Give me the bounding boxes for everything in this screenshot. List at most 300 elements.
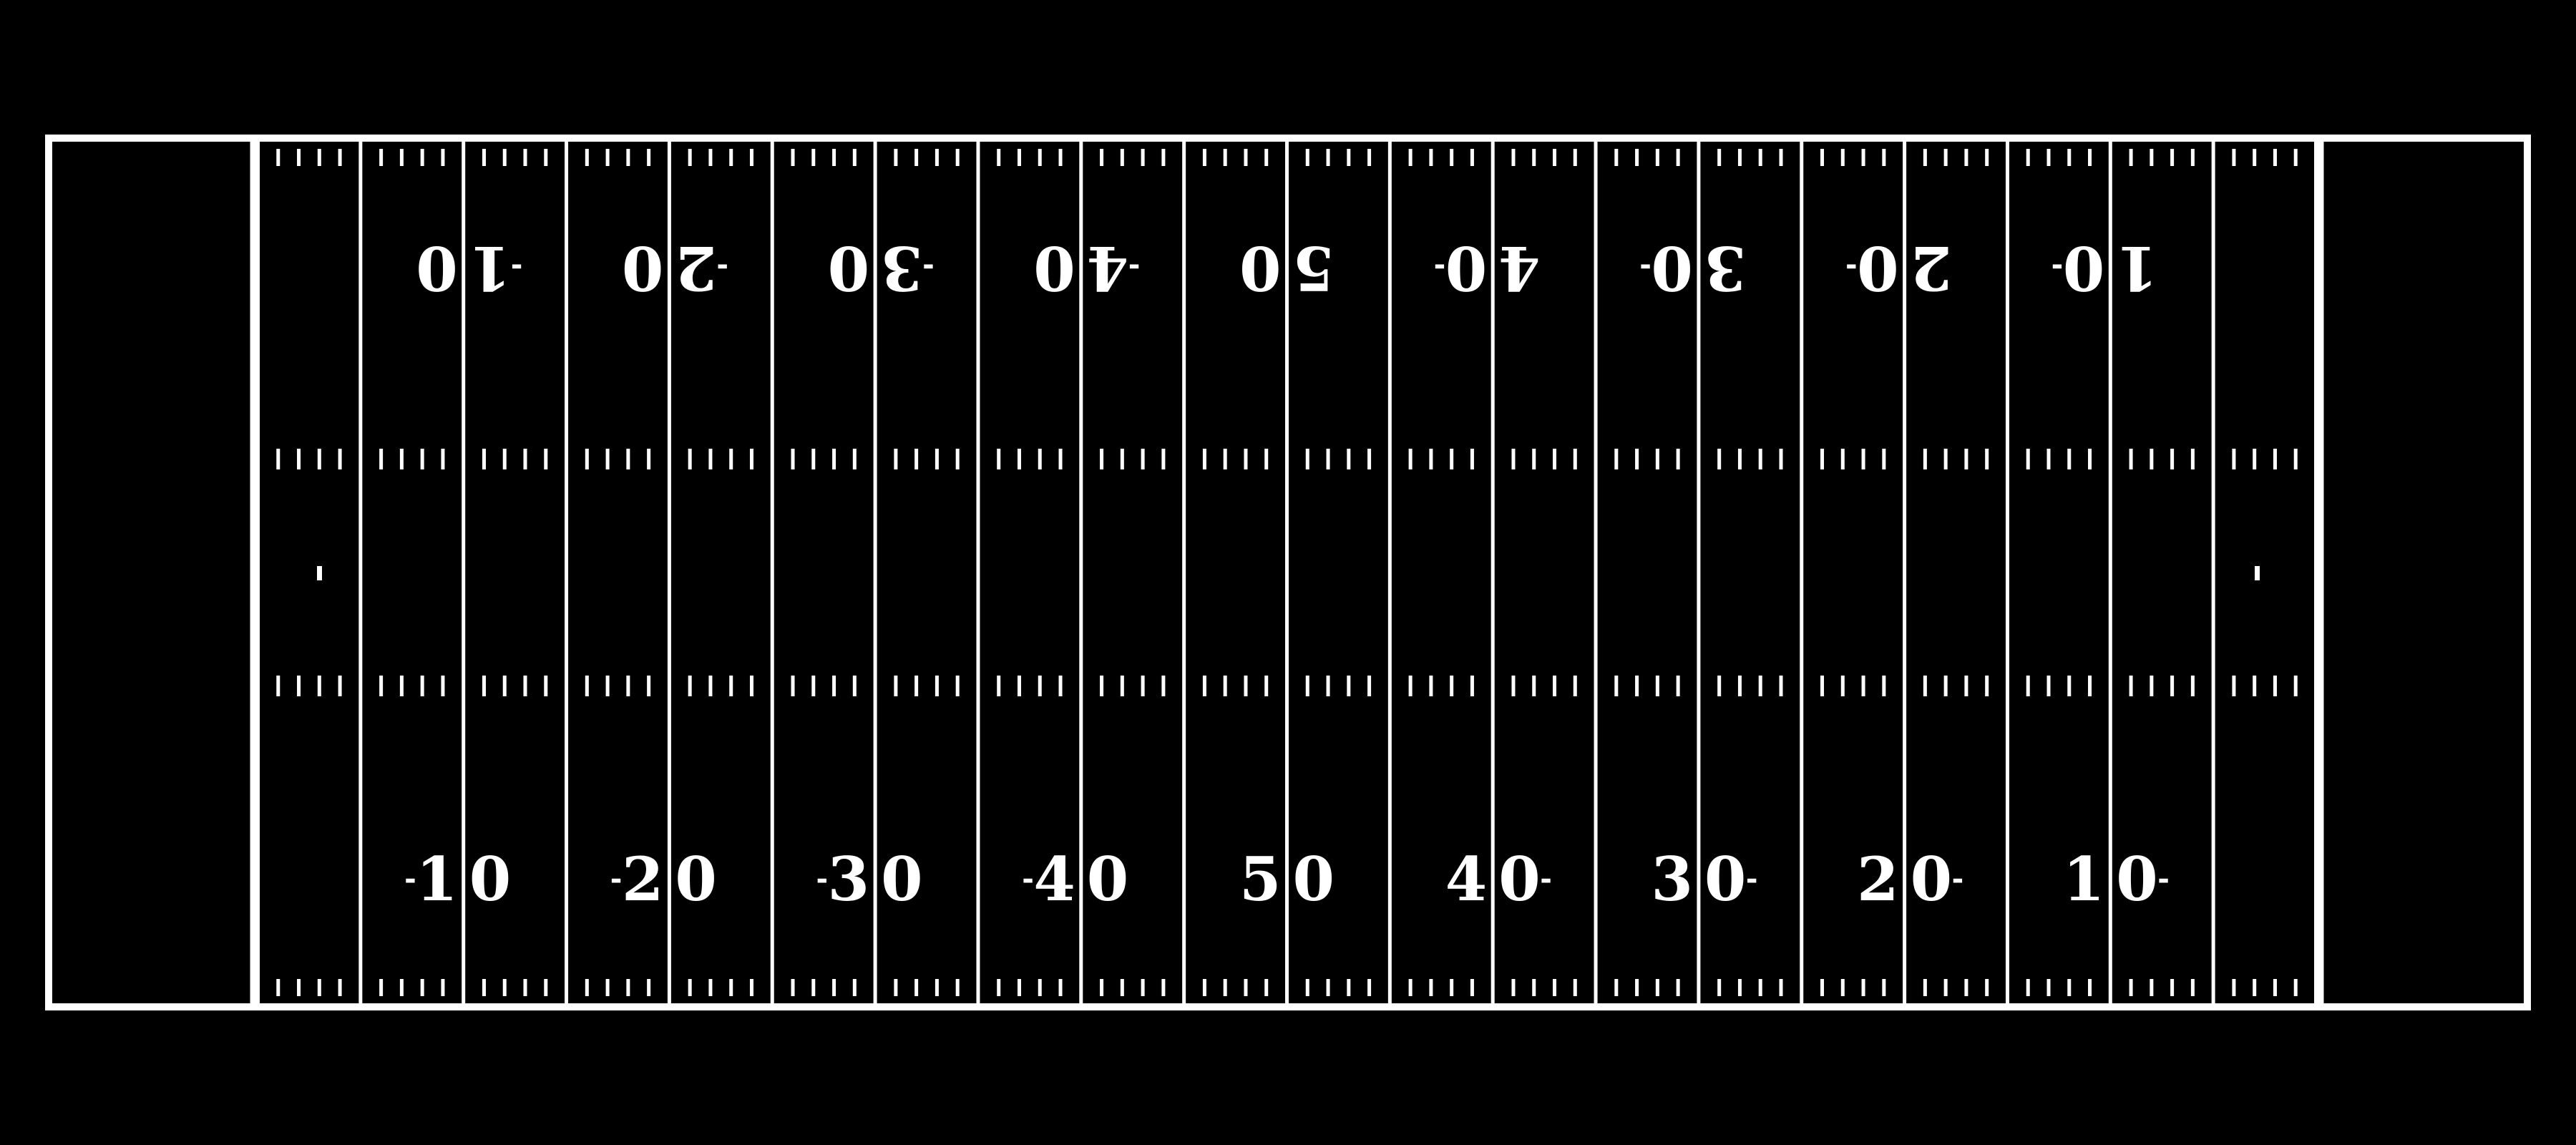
hash-mark: [1327, 676, 1330, 696]
hash-mark: [524, 979, 527, 996]
hash-mark: [647, 979, 650, 996]
hash-mark: [997, 979, 1000, 996]
hash-mark: [729, 676, 733, 696]
hash-mark: [338, 676, 342, 696]
hash-mark: [297, 676, 301, 696]
hash-mark: [729, 149, 733, 166]
hash-mark: [1470, 149, 1474, 166]
hash-mark: [894, 979, 897, 996]
hash-mark: [956, 449, 960, 469]
hash-mark: [2067, 149, 2071, 166]
bottom-number-80: [1857, 844, 1963, 915]
hash-mark: [1141, 449, 1145, 469]
bottom-number-10: [404, 844, 511, 915]
hash-mark: [1759, 676, 1762, 696]
hash-mark: [1511, 149, 1515, 166]
hash-mark: [1224, 979, 1227, 996]
hash-mark: [1161, 979, 1165, 996]
hash-mark: [1429, 676, 1433, 696]
hash-mark: [853, 149, 857, 166]
hash-mark: [2273, 676, 2277, 696]
yard-number-tens-digit: 2: [1910, 233, 1953, 303]
hash-mark: [2191, 149, 2195, 166]
hash-mark: [1862, 149, 1865, 166]
hash-mark: [1203, 149, 1206, 166]
hash-mark: [1574, 979, 1577, 996]
hash-mark: [935, 979, 939, 996]
yard-number-ones-digit: 0: [881, 844, 923, 915]
hash-mark: [832, 979, 836, 996]
hash-mark: [750, 149, 753, 166]
hash-mark: [2232, 449, 2235, 469]
hash-mark: [1614, 149, 1618, 166]
hash-mark: [524, 149, 527, 166]
hash-mark: [2232, 676, 2235, 696]
yard-number-tens-digit: 5: [1292, 233, 1335, 303]
hash-mark: [482, 449, 486, 469]
hash-mark: [1018, 979, 1021, 996]
hash-mark: [318, 979, 321, 996]
hash-mark: [1717, 676, 1721, 696]
hash-mark: [2170, 676, 2174, 696]
hash-mark: [1018, 149, 1021, 166]
hash-mark: [1429, 449, 1433, 469]
yard-number-ones-digit: 0: [1292, 844, 1335, 915]
yard-number-tens-digit: 2: [675, 233, 717, 303]
hash-mark: [1367, 676, 1371, 696]
yard-number-ones-digit: 0: [621, 233, 664, 303]
hash-mark: [956, 676, 960, 696]
hash-mark: [2026, 149, 2030, 166]
yard-number-tens-digit: 3: [1704, 233, 1747, 303]
hash-mark: [1820, 676, 1824, 696]
hash-mark: [1614, 676, 1618, 696]
hash-mark: [1574, 449, 1577, 469]
hash-mark: [1450, 449, 1453, 469]
hash-mark: [2129, 449, 2133, 469]
hash-mark: [1677, 149, 1680, 166]
direction-arrow: -: [1128, 251, 1141, 284]
hash-mark: [318, 676, 321, 696]
hash-mark: [379, 149, 383, 166]
direction-arrow: -: [1951, 863, 1964, 896]
hash-mark: [1553, 149, 1556, 166]
hash-mark: [338, 979, 342, 996]
hash-mark: [894, 449, 897, 469]
yard-number-ones-digit: 0: [675, 844, 717, 915]
hash-mark: [1985, 449, 1989, 469]
yard-number-ones-digit: 0: [1857, 233, 1899, 303]
hash-mark: [1841, 979, 1845, 996]
right-extra-point-mark: [2255, 566, 2260, 580]
hash-mark: [1059, 149, 1063, 166]
hash-mark: [482, 149, 486, 166]
hash-mark: [935, 149, 939, 166]
hash-mark: [1614, 979, 1618, 996]
hash-mark: [544, 149, 547, 166]
hash-mark: [1862, 979, 1865, 996]
hash-mark: [1779, 449, 1782, 469]
hash-mark: [1264, 676, 1268, 696]
hash-mark: [626, 676, 630, 696]
hash-mark: [297, 979, 301, 996]
hash-mark: [1059, 449, 1063, 469]
hash-mark: [811, 149, 815, 166]
hash-mark: [1161, 149, 1165, 166]
hash-mark: [1038, 149, 1042, 166]
hash-mark: [811, 449, 815, 469]
yard-number-tens-digit: 1: [2116, 233, 2158, 303]
hash-mark: [1985, 979, 1989, 996]
hash-mark: [2088, 149, 2092, 166]
hash-mark: [1820, 449, 1824, 469]
top-number-90: [2051, 233, 2158, 303]
hash-mark: [1141, 149, 1145, 166]
left-extra-point-mark: [317, 566, 322, 580]
direction-arrow: -: [1845, 251, 1858, 284]
hash-mark: [1244, 149, 1247, 166]
hash-mark: [2232, 979, 2235, 996]
hash-mark: [2253, 149, 2256, 166]
hash-mark: [1264, 979, 1268, 996]
hash-mark: [626, 979, 630, 996]
hash-mark: [2273, 979, 2277, 996]
hash-mark: [1944, 979, 1948, 996]
hash-mark: [1038, 676, 1042, 696]
bottom-number-30: [816, 844, 922, 915]
yard-number-tens-digit: 1: [2062, 844, 2105, 915]
hash-mark: [1018, 449, 1021, 469]
yard-number-ones-digit: 0: [2116, 844, 2158, 915]
hash-mark: [2170, 449, 2174, 469]
top-number-40: [1033, 233, 1140, 303]
yard-number-ones-digit: 0: [827, 233, 870, 303]
hash-mark: [2088, 676, 2092, 696]
yard-number-ones-digit: 0: [1239, 233, 1282, 303]
hash-mark: [1161, 449, 1165, 469]
hash-mark: [379, 676, 383, 696]
hash-mark: [1779, 979, 1782, 996]
yard-number-ones-digit: 0: [1033, 233, 1075, 303]
hash-mark: [2129, 149, 2133, 166]
hash-mark: [1677, 676, 1680, 696]
hash-mark: [1656, 979, 1659, 996]
hash-mark: [894, 149, 897, 166]
hash-mark: [1759, 449, 1762, 469]
yard-number-tens-digit: 1: [416, 844, 458, 915]
hash-mark: [1882, 149, 1885, 166]
yard-number-tens-digit: 4: [1086, 233, 1129, 303]
direction-arrow: -: [510, 251, 523, 284]
hash-mark: [2191, 449, 2195, 469]
hash-mark: [811, 979, 815, 996]
yard-number-tens-digit: 3: [827, 844, 870, 915]
hash-mark: [1327, 979, 1330, 996]
hash-mark: [1409, 979, 1413, 996]
hash-mark: [2253, 449, 2256, 469]
hash-mark: [2273, 149, 2277, 166]
hash-mark: [318, 449, 321, 469]
hash-mark: [729, 449, 733, 469]
direction-arrow: -: [1639, 251, 1652, 284]
hash-mark: [811, 676, 815, 696]
hash-mark: [1347, 979, 1350, 996]
hash-mark: [1224, 149, 1227, 166]
direction-arrow: -: [610, 863, 623, 896]
yard-number-tens-digit: 4: [1445, 844, 1488, 915]
bottom-number-20: [610, 844, 717, 915]
yard-number-tens-digit: 2: [621, 844, 664, 915]
hash-mark: [1306, 449, 1309, 469]
hash-mark: [1264, 149, 1268, 166]
hash-mark: [2046, 449, 2050, 469]
hash-mark: [1553, 676, 1556, 696]
hash-mark: [1244, 449, 1247, 469]
hash-mark: [1635, 676, 1639, 696]
hash-mark: [2253, 979, 2256, 996]
hash-mark: [297, 449, 301, 469]
hash-mark: [1429, 149, 1433, 166]
hash-mark: [421, 676, 424, 696]
hash-mark: [1100, 979, 1103, 996]
hash-mark: [400, 676, 404, 696]
hash-mark: [1985, 676, 1989, 696]
hash-mark: [1985, 149, 1989, 166]
hash-mark: [1306, 676, 1309, 696]
hash-mark: [1820, 979, 1824, 996]
hash-mark: [1923, 149, 1927, 166]
hash-mark: [441, 979, 444, 996]
hash-mark: [1964, 676, 1968, 696]
hash-mark: [2170, 979, 2174, 996]
hash-mark: [400, 979, 404, 996]
hash-mark: [1841, 676, 1845, 696]
hash-mark: [894, 676, 897, 696]
hash-mark: [297, 149, 301, 166]
hash-mark: [1450, 676, 1453, 696]
hash-mark: [997, 449, 1000, 469]
yard-number-tens-digit: 2: [1857, 844, 1899, 915]
yard-number-tens-digit: 4: [1033, 844, 1075, 915]
hash-mark: [914, 676, 918, 696]
hash-mark: [1964, 979, 1968, 996]
hash-mark: [1532, 149, 1536, 166]
yard-number-tens-digit: 1: [469, 233, 512, 303]
hash-mark: [1820, 149, 1824, 166]
hash-mark: [1059, 979, 1063, 996]
hash-mark: [2067, 979, 2071, 996]
hash-mark: [1841, 149, 1845, 166]
hash-mark: [1450, 149, 1453, 166]
hash-mark: [2067, 676, 2071, 696]
hash-mark: [1327, 449, 1330, 469]
hash-mark: [2026, 979, 2030, 996]
hash-mark: [1614, 449, 1618, 469]
hash-mark: [1367, 149, 1371, 166]
hash-mark: [1882, 979, 1885, 996]
hash-mark: [626, 449, 630, 469]
hash-mark: [1470, 676, 1474, 696]
bottom-number-60: [1445, 844, 1552, 915]
hash-mark: [338, 149, 342, 166]
hash-mark: [503, 449, 507, 469]
hash-mark: [1882, 676, 1885, 696]
hash-mark: [1635, 149, 1639, 166]
hash-mark: [1244, 676, 1247, 696]
hash-mark: [708, 979, 712, 996]
hash-mark: [1121, 149, 1124, 166]
yard-number-ones-digit: 0: [1498, 844, 1541, 915]
hash-mark: [1100, 676, 1103, 696]
hash-mark: [1100, 149, 1103, 166]
hash-mark: [1635, 979, 1639, 996]
hash-mark: [914, 979, 918, 996]
yard-number-tens-digit: 3: [881, 233, 923, 303]
hash-mark: [1759, 149, 1762, 166]
yard-number-ones-digit: 0: [1651, 233, 1693, 303]
hash-mark: [2026, 449, 2030, 469]
hash-mark: [647, 449, 650, 469]
hash-mark: [729, 979, 733, 996]
hash-mark: [2046, 979, 2050, 996]
hash-mark: [606, 676, 610, 696]
hash-mark: [2046, 676, 2050, 696]
direction-arrow: -: [716, 251, 729, 284]
bottom-number-70: [1651, 844, 1757, 915]
hash-mark: [1635, 449, 1639, 469]
hash-mark: [2294, 676, 2298, 696]
top-number-10: [416, 233, 522, 303]
hash-mark: [853, 676, 857, 696]
hash-mark: [1882, 449, 1885, 469]
hash-mark: [585, 449, 589, 469]
hash-mark: [1203, 979, 1206, 996]
hash-mark: [1306, 149, 1309, 166]
hash-mark: [503, 676, 507, 696]
hash-mark: [1717, 449, 1721, 469]
hash-mark: [544, 676, 547, 696]
hash-mark: [1862, 676, 1865, 696]
hash-mark: [2067, 449, 2071, 469]
hash-mark: [482, 979, 486, 996]
hash-mark: [1717, 149, 1721, 166]
hash-mark: [524, 676, 527, 696]
hash-mark: [482, 676, 486, 696]
hash-mark: [1511, 676, 1515, 696]
hash-mark: [1100, 449, 1103, 469]
hash-mark: [647, 676, 650, 696]
hash-mark: [585, 676, 589, 696]
hash-mark: [1224, 676, 1227, 696]
hash-mark: [1574, 149, 1577, 166]
direction-arrow: -: [1540, 863, 1552, 896]
direction-arrow: -: [922, 251, 935, 284]
hash-mark: [2294, 979, 2298, 996]
hash-mark: [544, 449, 547, 469]
hash-mark: [2046, 149, 2050, 166]
hash-mark: [544, 979, 547, 996]
hash-mark: [1532, 979, 1536, 996]
hash-mark: [1409, 676, 1413, 696]
hash-mark: [1553, 449, 1556, 469]
hash-mark: [276, 149, 280, 166]
hash-mark: [1121, 676, 1124, 696]
hash-mark: [1059, 676, 1063, 696]
hash-mark: [1532, 676, 1536, 696]
hash-mark: [1964, 449, 1968, 469]
hash-mark: [832, 676, 836, 696]
hash-mark: [1203, 676, 1206, 696]
hash-mark: [1038, 449, 1042, 469]
hash-mark: [1656, 149, 1659, 166]
hash-mark: [1553, 979, 1556, 996]
hash-mark: [647, 149, 650, 166]
hash-mark: [400, 149, 404, 166]
hash-mark: [1409, 449, 1413, 469]
hash-mark: [338, 449, 342, 469]
hash-mark: [1161, 676, 1165, 696]
hash-mark: [1738, 979, 1742, 996]
yard-number-ones-digit: 0: [1445, 233, 1488, 303]
hash-mark: [1121, 979, 1124, 996]
direction-arrow: -: [816, 863, 829, 896]
hash-mark: [1944, 449, 1948, 469]
hash-mark: [1923, 979, 1927, 996]
top-number-80: [1845, 233, 1952, 303]
hash-mark: [1738, 149, 1742, 166]
hash-mark: [791, 676, 795, 696]
hash-mark: [1656, 676, 1659, 696]
hash-mark: [1511, 979, 1515, 996]
hash-mark: [1347, 676, 1350, 696]
hash-mark: [688, 676, 692, 696]
hash-mark: [421, 449, 424, 469]
hash-mark: [421, 149, 424, 166]
hash-mark: [503, 979, 507, 996]
hash-mark: [1347, 149, 1350, 166]
yard-number-tens-digit: 5: [1239, 844, 1282, 915]
direction-arrow: -: [1022, 863, 1034, 896]
hash-mark: [2294, 149, 2298, 166]
hash-mark: [956, 149, 960, 166]
hash-mark: [318, 149, 321, 166]
hash-mark: [1677, 449, 1680, 469]
hash-mark: [441, 149, 444, 166]
direction-arrow: -: [1433, 251, 1446, 284]
hash-mark: [2191, 979, 2195, 996]
hash-mark: [1779, 676, 1782, 696]
hash-mark: [935, 676, 939, 696]
hash-mark: [379, 449, 383, 469]
direction-arrow: -: [2051, 251, 2064, 284]
yard-number-ones-digit: 0: [469, 844, 512, 915]
hash-mark: [2150, 979, 2153, 996]
hash-mark: [2253, 676, 2256, 696]
hash-mark: [1717, 979, 1721, 996]
hash-mark: [1574, 676, 1577, 696]
hash-mark: [2150, 149, 2153, 166]
hash-mark: [935, 449, 939, 469]
hash-mark: [1759, 979, 1762, 996]
hash-mark: [1511, 449, 1515, 469]
direction-arrow: -: [1745, 863, 1758, 896]
hash-mark: [1944, 149, 1948, 166]
hash-mark: [400, 449, 404, 469]
hash-mark: [441, 449, 444, 469]
hash-mark: [1224, 449, 1227, 469]
hash-mark: [914, 149, 918, 166]
bottom-number-90: [2063, 844, 2170, 915]
